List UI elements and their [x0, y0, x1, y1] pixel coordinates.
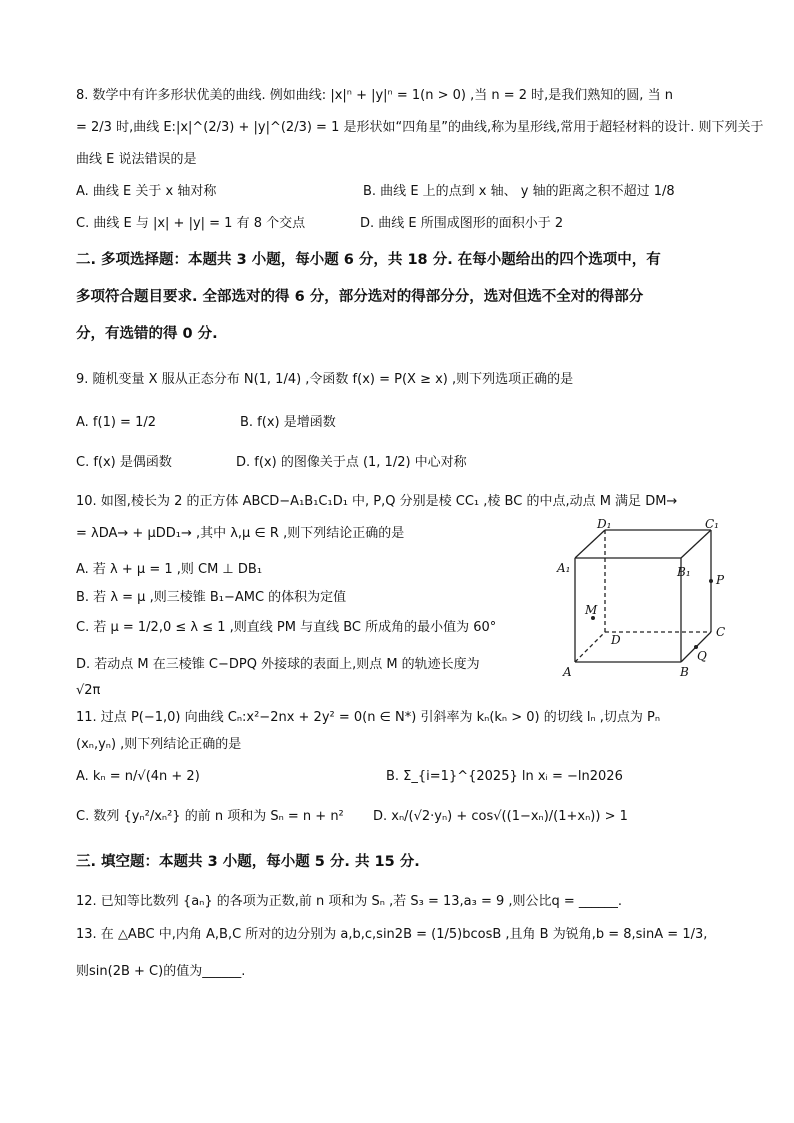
cube-figure	[553, 514, 739, 684]
label-q: Q	[697, 649, 707, 663]
q8-option-b: B. 曲线 E 上的点到 x 轴、 y 轴的距离之积不超过 1/8	[363, 184, 675, 199]
question-13-line-1: 13. 在 △ABC 中,内角 A,B,C 所对的边分别为 a,b,c,sin2B = (1/5)bcosB ,且角 B 为锐角,b = 8,sinA = 1/3,	[76, 927, 708, 942]
q9-option-d: D. f(x) 的图像关于点 (1, 1/2) 中心对称	[236, 455, 467, 470]
q10-option-c: C. 若 μ = 1/2,0 ≤ λ ≤ 1 ,则直线 PM 与直线 BC 所成角的最小值为 60°	[76, 620, 497, 635]
q8-line-2: = 2/3 时,曲线 E:|x|^(2/3) + |y|^(2/3) = 1 是形状如“四角星”的曲线,称为星形线,常用于超轻材料的设计. 则下列关于	[76, 120, 764, 135]
label-m: M	[585, 603, 598, 617]
q11-line-2: (xₙ,yₙ) ,则下列结论正确的是	[76, 737, 242, 752]
section-2-line-2: 多项符合题目要求. 全部选对的得 6 分，部分选对的得部分分，选对但选不全对的得部分	[76, 289, 644, 305]
question-13-line-2: 则sin(2B + C)的值为______.	[76, 964, 246, 979]
label-b1: B₁	[677, 565, 691, 579]
section-2-line-3: 分，有选错的得 0 分.	[76, 326, 218, 342]
label-a1: A₁	[557, 561, 571, 575]
label-a: A	[563, 665, 572, 679]
label-p: P	[716, 573, 725, 587]
question-12: 12. 已知等比数列 {aₙ} 的各项为正数,前 n 项和为 Sₙ ,若 S₃ = 13,a₃ = 9 ,则公比q = ______.	[76, 894, 623, 909]
q10-line-2: = λDA→ + μDD₁→ ,其中 λ,μ ∈ R ,则下列结论正确的是	[76, 526, 405, 541]
q9-stem: 9. 随机变量 X 服从正态分布 N(1, 1/4) ,令函数 f(x) = P(X ≥ x) ,则下列选项正确的是	[76, 372, 574, 387]
q8-option-a: A. 曲线 E 关于 x 轴对称	[76, 184, 217, 199]
label-c1: C₁	[705, 517, 719, 531]
q9-option-c: C. f(x) 是偶函数	[76, 455, 172, 470]
q9-option-b: B. f(x) 是增函数	[240, 415, 336, 430]
q8-line-3: 曲线 E 说法错误的是	[76, 152, 197, 167]
label-d: D	[611, 633, 621, 647]
point-p-marker	[709, 579, 713, 583]
q11-option-c: C. 数列 {yₙ²/xₙ²} 的前 n 项和为 Sₙ = n + n²	[76, 809, 344, 824]
label-b: B	[680, 665, 689, 679]
q9-option-a: A. f(1) = 1/2	[76, 415, 156, 430]
q11-option-a: A. kₙ = n/√(4n + 2)	[76, 769, 200, 784]
q11-option-b: B. Σ_{i=1}^{2025} ln xᵢ = −ln2026	[386, 769, 623, 784]
q8-option-c: C. 曲线 E 与 |x| + |y| = 1 有 8 个交点	[76, 216, 306, 231]
q11-line-1: 11. 过点 P(−1,0) 向曲线 Cₙ:x²−2nx + 2y² = 0(n ∈ N*) 引斜率为 kₙ(kₙ > 0) 的切线 lₙ ,切点为 Pₙ	[76, 710, 661, 725]
q8-line-1: 8. 数学中有许多形状优美的曲线. 例如曲线: |x|ⁿ + |y|ⁿ = 1(n > 0) ,当 n = 2 时,是我们熟知的圆, 当 n	[76, 88, 673, 103]
q10-option-d-line-2: √2π	[76, 683, 101, 698]
label-c: C	[716, 625, 726, 639]
q8-option-d: D. 曲线 E 所围成图形的面积小于 2	[360, 216, 564, 231]
q10-option-d-line-1: D. 若动点 M 在三棱锥 C−DPQ 外接球的表面上,则点 M 的轨迹长度为	[76, 657, 480, 672]
q10-option-b: B. 若 λ = μ ,则三棱锥 B₁−AMC 的体积为定值	[76, 590, 347, 605]
q10-line-1: 10. 如图,棱长为 2 的正方体 ABCD−A₁B₁C₁D₁ 中, P,Q 分别是棱 CC₁ ,棱 BC 的中点,动点 M 满足 DM→	[76, 494, 678, 509]
section-3-heading: 三. 填空题：本题共 3 小题，每小题 5 分. 共 15 分.	[76, 854, 420, 870]
label-d1: D₁	[597, 517, 612, 531]
q10-option-a: A. 若 λ + μ = 1 ,则 CM ⊥ DB₁	[76, 562, 263, 577]
section-2-line-1: 二. 多项选择题：本题共 3 小题，每小题 6 分，共 18 分. 在每小题给出的四个选项中，有	[76, 252, 661, 268]
q11-option-d: D. xₙ/(√2·yₙ) + cos√((1−xₙ)/(1+xₙ)) > 1	[373, 809, 628, 824]
